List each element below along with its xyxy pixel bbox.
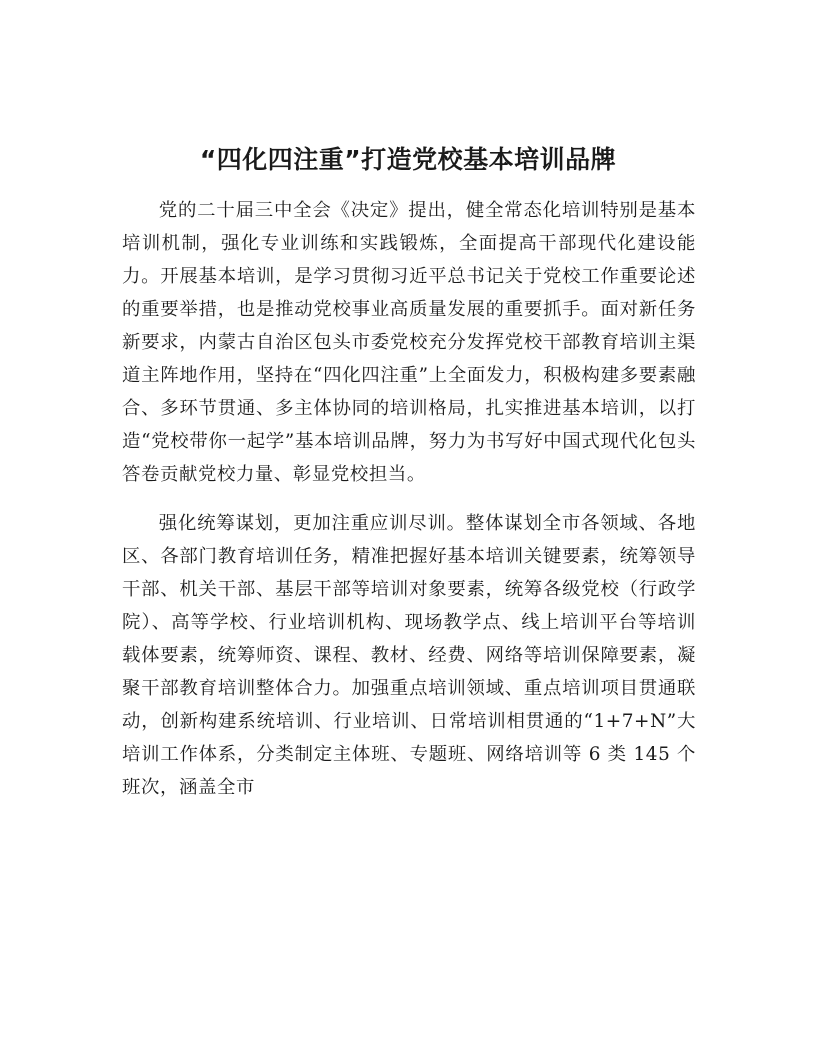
paragraph-planning: 强化统筹谋划，更加注重应训尽训。整体谋划全市各领域、各地区、各部门教育培训任务，精准把握好基本培训关键要素，统筹领导干部、机关干部、基层干部等培训对象要素，统筹各级党校（行政学院）、高等学校、行业培训机构、现场教学点、线上培训平台等培训载体要素，统筹师资、课程、教材、经费、网络等培训保障要素，凝聚干部教育培训整体合力。加强重点培训领域、重点培训项目贯通联动，创新构建系统培训、行业培训、日常培训相贯通的“1+7+N”大培训工作体系，分类制定主体班、专题班、网络培训等 6 类 145 个班次，涵盖全市: [122, 513, 696, 798]
document-title: “四化四注重”打造党校基本培训品牌: [199, 145, 617, 174]
paragraph-intro: 党的二十届三中全会《决定》提出，健全常态化培训特别是基本培训机制，强化专业训练和实践锻炼，全面提高干部现代化建设能力。开展基本培训，是学习贯彻习近平总书记关于党校工作重要论述的重要举措，也是推动党校事业高质量发展的重要抓手。面对新任务新要求，内蒙古自治区包头市委党校充分发挥党校干部教育培训主渠道主阵地作用，坚持在“四化四注重”上全面发力，积极构建多要素融合、多环节贯通、多主体协同的培训格局，扎实推进基本培训，以打造“党校带你一起学”基本培训品牌，努力为书写好中国式现代化包头答卷贡献党校力量、彰显党校担当。: [122, 200, 696, 485]
document-body: [122, 194, 696, 804]
